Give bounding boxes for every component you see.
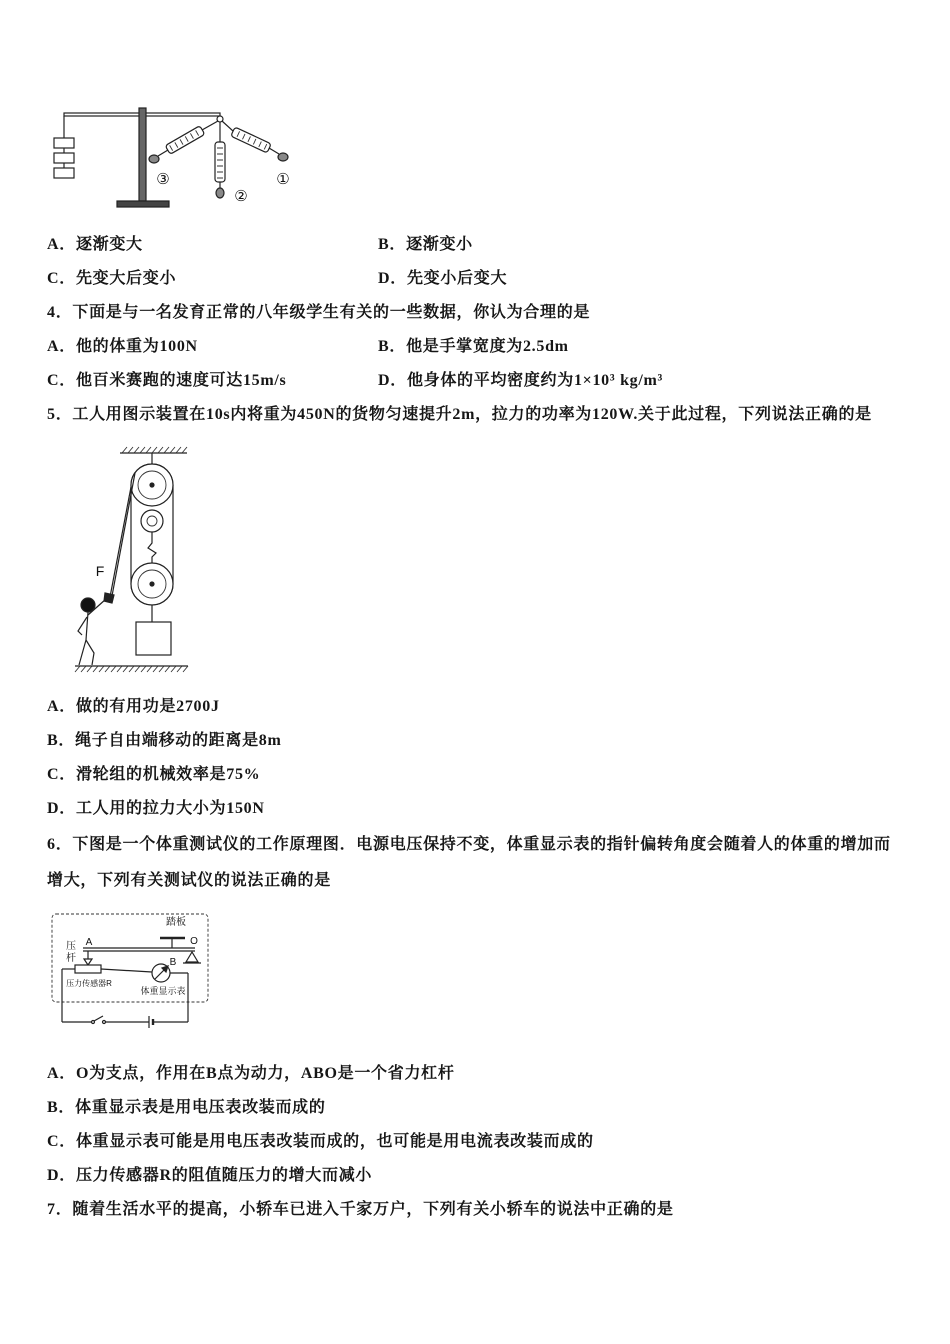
q5-option-c: C．滑轮组的机械效率是75%: [47, 766, 261, 783]
q4-option-a: A．他的体重为100N: [47, 338, 198, 355]
spring-scale-1: [231, 127, 271, 153]
q6-option-a: A．O为支点，作用在B点为动力，ABO是一个省力杠杆: [47, 1065, 455, 1082]
q3-option-a: A．逐渐变大: [47, 236, 143, 253]
hand-icon: [278, 153, 288, 161]
worker-body: [86, 612, 88, 640]
pulley-system-figure: [70, 445, 195, 675]
point-o-label: O: [190, 936, 198, 947]
scale-2-label: ②: [234, 188, 248, 205]
spring-scale-body: [231, 127, 271, 153]
pull-rope: [110, 487, 131, 597]
worker-arm-lowered: [78, 617, 87, 635]
wire-sensor-to-meter: [101, 969, 152, 972]
q3-option-b: B．逐渐变小: [378, 236, 473, 253]
stand-base: [117, 201, 169, 207]
pressure-sensor: [75, 965, 101, 973]
hand-icon: [149, 155, 159, 163]
q6-stem-line-1: 6．下图是一个体重测试仪的工作原理图．电源电压保持不变，体重显示表的指针偏转角度会随着人的体重的增加而: [47, 836, 891, 853]
spring-scale-2: [215, 142, 225, 182]
force-label: F: [95, 563, 105, 579]
weight-tester-circuit-figure: [45, 905, 215, 1030]
q4-stem: 4．下面是与一名发育正常的八年级学生有关的一些数据，你认为合理的是: [47, 304, 591, 321]
push-rod-arrow: [84, 959, 92, 965]
worker-leg: [79, 640, 86, 665]
scale-3-hook: [158, 150, 168, 156]
q6-stem-line-2: 增大，下列有关测试仪的说法正确的是: [47, 872, 331, 889]
q6-option-b: B．体重显示表是用电压表改装而成的: [47, 1099, 326, 1116]
scale-3-label: ③: [156, 171, 170, 188]
hand-icon: [104, 593, 114, 603]
point-a-label: A: [85, 937, 93, 948]
scale-1-hook: [269, 148, 279, 154]
ground-hatch: [75, 666, 188, 672]
lever-label-1: 压: [66, 941, 76, 952]
sensor-label: 压力传感器R: [66, 979, 112, 988]
point-b-label: B: [169, 957, 177, 968]
cargo-box: [136, 622, 171, 655]
scale-1-string: [222, 121, 233, 131]
fulcrum-triangle: [186, 952, 198, 962]
q4-option-d: D．他身体的平均密度约为1×10³ kg/m³: [378, 372, 664, 389]
switch-blade: [94, 1016, 103, 1021]
weight-block-bottom: [54, 168, 74, 178]
scale-3-string: [202, 121, 218, 130]
q3-option-c: C．先变大后变小: [47, 270, 177, 287]
q6-option-c: C．体重显示表可能是用电压表改装而成的，也可能是用电流表改装而成的: [47, 1133, 594, 1150]
scale-1-label: ①: [276, 171, 290, 188]
q5-option-a: A．做的有用功是2700J: [47, 698, 220, 715]
meter-label: 体重显示表: [140, 986, 186, 996]
q3-option-d: D．先变小后变大: [378, 270, 508, 287]
q4-option-c: C．他百米赛跑的速度可达15m/s: [47, 372, 287, 389]
q5-option-b: B．绳子自由端移动的距离是8m: [47, 732, 282, 749]
lever-spring-scale-figure: [45, 100, 305, 215]
lever-label-2: 杆: [66, 953, 76, 964]
ceiling-hatch: [122, 447, 187, 453]
pedal-label: 踏板: [166, 917, 186, 928]
q5-option-d: D．工人用的拉力大小为150N: [47, 800, 265, 817]
q7-stem: 7．随着生活水平的提高，小轿车已进入千家万户，下列有关小轿车的说法中正确的是: [47, 1201, 674, 1218]
small-pulley: [141, 510, 163, 532]
hand-icon: [216, 188, 224, 198]
worker-leg: [86, 640, 94, 665]
fixed-pulley-axle: [150, 483, 154, 487]
movable-pulley-axle: [150, 582, 154, 586]
weight-block-middle: [54, 153, 74, 163]
spring-scale-3: [165, 126, 205, 155]
pulley-link: [148, 532, 156, 563]
weight-block-top: [54, 138, 74, 148]
q4-option-b: B．他是手掌宽度为2.5dm: [378, 338, 569, 355]
spring-scale-body: [165, 126, 205, 155]
stand-post: [139, 108, 146, 201]
q5-stem: 5．工人用图示装置在10s内将重为450N的货物匀速提升2m，拉力的功率为120W.关于此过程，下列说法正确的是: [47, 406, 872, 423]
q6-option-d: D．压力传感器R的阻值随压力的增大而减小: [47, 1167, 373, 1184]
